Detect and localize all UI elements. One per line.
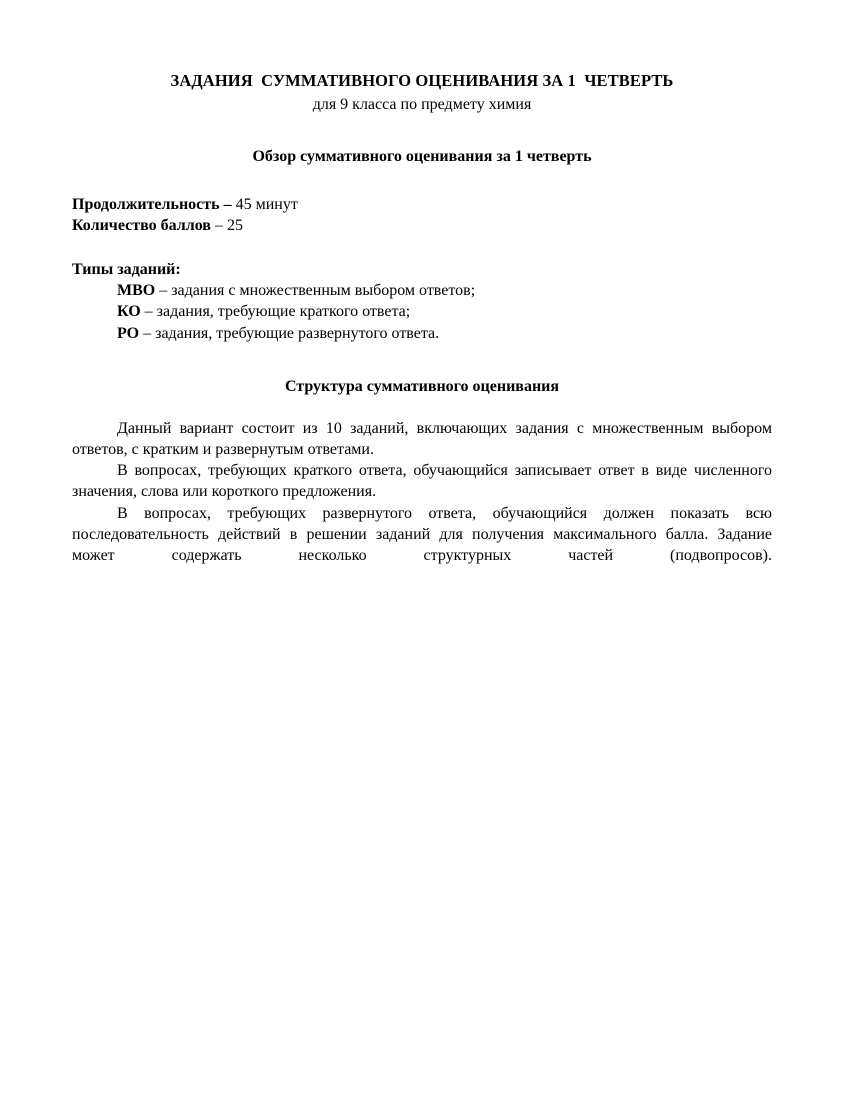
task-type-ko <box>72 301 772 322</box>
duration-line <box>72 194 772 215</box>
task-types-heading: Типы заданий: <box>72 260 181 278</box>
structure-heading: Структура суммативного оценивания <box>284 378 560 396</box>
page-subtitle: для 9 класса по предмету химия <box>312 96 532 114</box>
task-type-mbo-code: МВО <box>117 282 156 300</box>
document-content <box>72 0 772 566</box>
points-value: – 25 <box>210 217 243 235</box>
task-type-po-code: РО <box>117 324 140 342</box>
page-title: ЗАДАНИЯ СУММАТИВНОГО ОЦЕНИВАНИЯ ЗА 1 ЧЕТВЕРТЬ <box>170 71 674 90</box>
duration-label: Продолжительность – <box>72 195 232 213</box>
overview-meta <box>72 168 772 237</box>
task-type-mbo-description: – задания с множественным выбором ответов; <box>155 282 476 300</box>
structure-paragraph-1: Данный вариант состоит из 10 заданий, включающих задания с множественным выбором ответов, с кратким и развернутым ответами. <box>72 420 772 459</box>
task-type-po-description: – задания, требующие развернутого ответа. <box>139 324 440 342</box>
task-types-section <box>72 237 772 345</box>
structure-paragraph-3: В вопросах, требующих развернутого ответа, обучающийся должен показать всю последовательность действий в решении заданий для получения максимального балла. Задание может содержать несколько структурных частей (подвопросов). <box>72 504 772 564</box>
points-label: Количество баллов <box>72 217 211 235</box>
task-type-po <box>72 323 772 344</box>
overview-heading: Обзор суммативного оценивания за 1 четверть <box>252 147 592 165</box>
structure-body <box>72 398 772 566</box>
task-type-mbo <box>72 280 772 301</box>
structure-paragraph-2: В вопросах, требующих краткого ответа, обучающийся записывает ответ в виде численного значения, слова или короткого предложения. <box>72 462 772 501</box>
points-line <box>72 215 772 236</box>
task-type-ko-description: – задания, требующие краткого ответа; <box>140 303 411 321</box>
task-type-ko-code: КО <box>117 303 141 321</box>
duration-value: 45 минут <box>231 195 298 213</box>
